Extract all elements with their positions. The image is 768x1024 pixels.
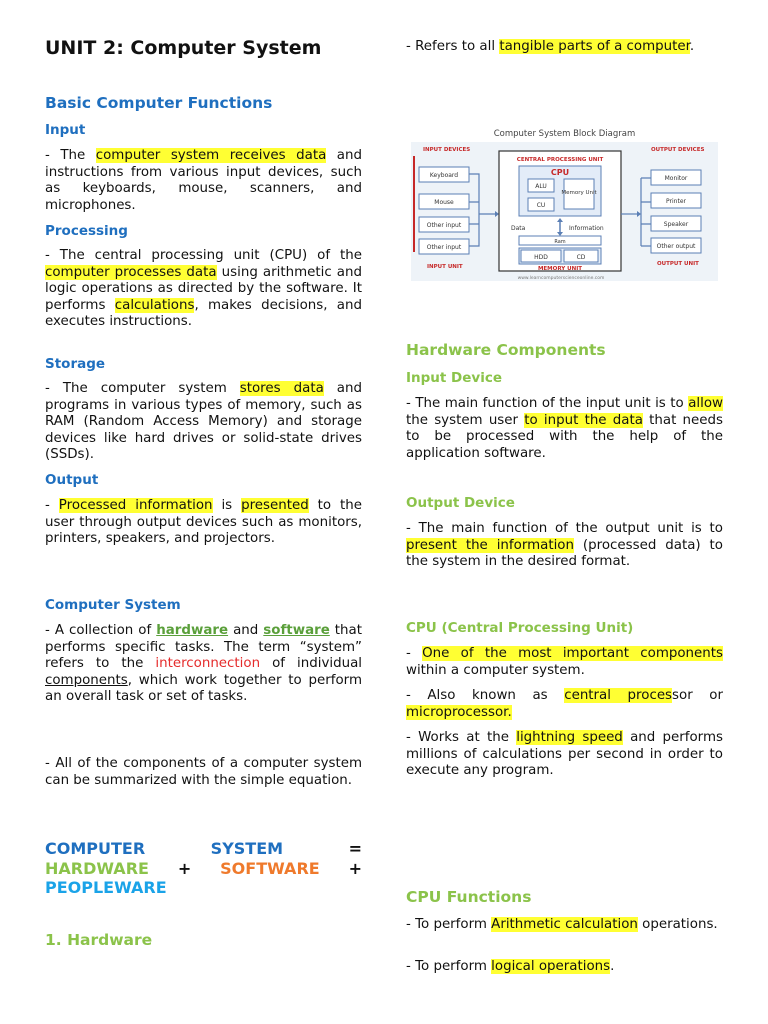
paragraph-input: - The computer system receives data and instructions from various input devices, such as keyboards, mouse, scanners, and microphones. [45, 148, 362, 213]
paragraph-cpu-2: - Also known as central processor or microprocessor. [406, 688, 723, 720]
paragraph-refers: - Refers to all tangible parts of a computer. [406, 39, 695, 54]
heading-hardware-components: Hardware Components [406, 341, 606, 359]
paragraph-cpu-1: - One of the most important components within a computer system. [406, 646, 723, 678]
label-memory-unit: MEMORY UNIT [537, 266, 583, 272]
link-hardware: hardware [156, 623, 229, 638]
box-cd: CD [576, 254, 586, 261]
section-heading-basic-functions: Basic Computer Functions [45, 94, 273, 112]
block-diagram [411, 129, 718, 281]
link-software: software [263, 623, 330, 638]
label-cpu: CPU [550, 168, 570, 177]
subheading-cpu: CPU (Central Processing Unit) [406, 620, 634, 636]
subheading-input: Input [45, 122, 86, 138]
subheading-computer-system: Computer System [45, 597, 181, 613]
box-cu: CU [536, 202, 546, 209]
label-cpu-title: CENTRAL PROCESSING UNIT [516, 157, 604, 163]
subheading-processing: Processing [45, 223, 128, 239]
paragraph-output-device: - The main function of the output unit is to present the information (processed data) to the system in the desired format. [406, 521, 723, 569]
box-other-output: Other output [656, 243, 696, 250]
paragraph-equation-intro: - All of the components of a computer system can be summarized with the simple equation. [45, 756, 362, 788]
diagram-frame [411, 142, 718, 281]
paragraph-processing: - The central processing unit (CPU) of the computer processes data using arithmetic and logic operations as directed by the software. It performs calculations, makes decisions, and executes instructions. [45, 248, 362, 329]
highlight-text: computer system receives data [95, 148, 327, 163]
box-memory-unit: Memory Unit [561, 190, 597, 196]
paragraph-cpu-3: - Works at the lightning speed and performs millions of calculations per second in order to execute any program. [406, 730, 723, 778]
paragraph-computer-system: - A collection of hardware and software that performs specific tasks. The term “system” refers to the interconnection of individual components, which work together to perform an overall task or set of tasks. [45, 623, 363, 704]
paragraph-input-device: - The main function of the input unit is to allow the system user to input the data that needs to be processed with the help of the application software. [406, 396, 723, 461]
label-output-devices: OUTPUT DEVICES [651, 147, 705, 153]
subheading-storage: Storage [45, 356, 106, 372]
equation: COMPUTER SYSTEM = HARDWARE + SOFTWARE + PEOPLEWARE [45, 839, 362, 897]
heading-cpu-functions: CPU Functions [406, 888, 532, 906]
label-information: Information [569, 225, 604, 232]
diagram-caption: Computer System Block Diagram [493, 129, 636, 139]
box-speaker: Speaker [663, 221, 689, 228]
label-input-devices: INPUT DEVICES [423, 147, 471, 153]
label-input-unit: INPUT UNIT [427, 264, 463, 270]
paragraph-output: - Processed information is presented to the user through output devices such as monitors, printers, speakers, and projectors. [45, 498, 362, 546]
subheading-input-device: Input Device [406, 370, 503, 386]
box-other-input-2: Other input [426, 244, 462, 251]
label-data: Data [511, 225, 526, 232]
paragraph-storage: - The computer system stores data and programs in various types of memory, such as RAM (Random Access Memory) and storage devices like hard drives or solid-state drives (SSDs). [45, 381, 362, 462]
diagram-svg [411, 142, 718, 281]
label-output-unit: OUTPUT UNIT [657, 261, 699, 267]
diagram-website: www.learncomputerscienceonline.com [517, 276, 605, 281]
box-monitor: Monitor [664, 175, 688, 182]
subheading-output-device: Output Device [406, 495, 515, 511]
box-hdd: HDD [534, 254, 548, 261]
paragraph-cpu-function-1: - To perform Arithmetic calculation operations. [406, 917, 718, 932]
paragraph-cpu-function-2: - To perform logical operations. [406, 959, 615, 974]
box-ram: Ram [554, 239, 566, 245]
heading-hardware: 1. Hardware [45, 931, 153, 949]
box-mouse: Mouse [434, 199, 454, 206]
box-alu: ALU [535, 183, 547, 190]
box-printer: Printer [666, 198, 686, 205]
box-other-input: Other input [426, 222, 462, 229]
box-keyboard: Keyboard [429, 172, 459, 179]
subheading-output: Output [45, 472, 99, 488]
page-title: UNIT 2: Computer System [45, 37, 322, 59]
